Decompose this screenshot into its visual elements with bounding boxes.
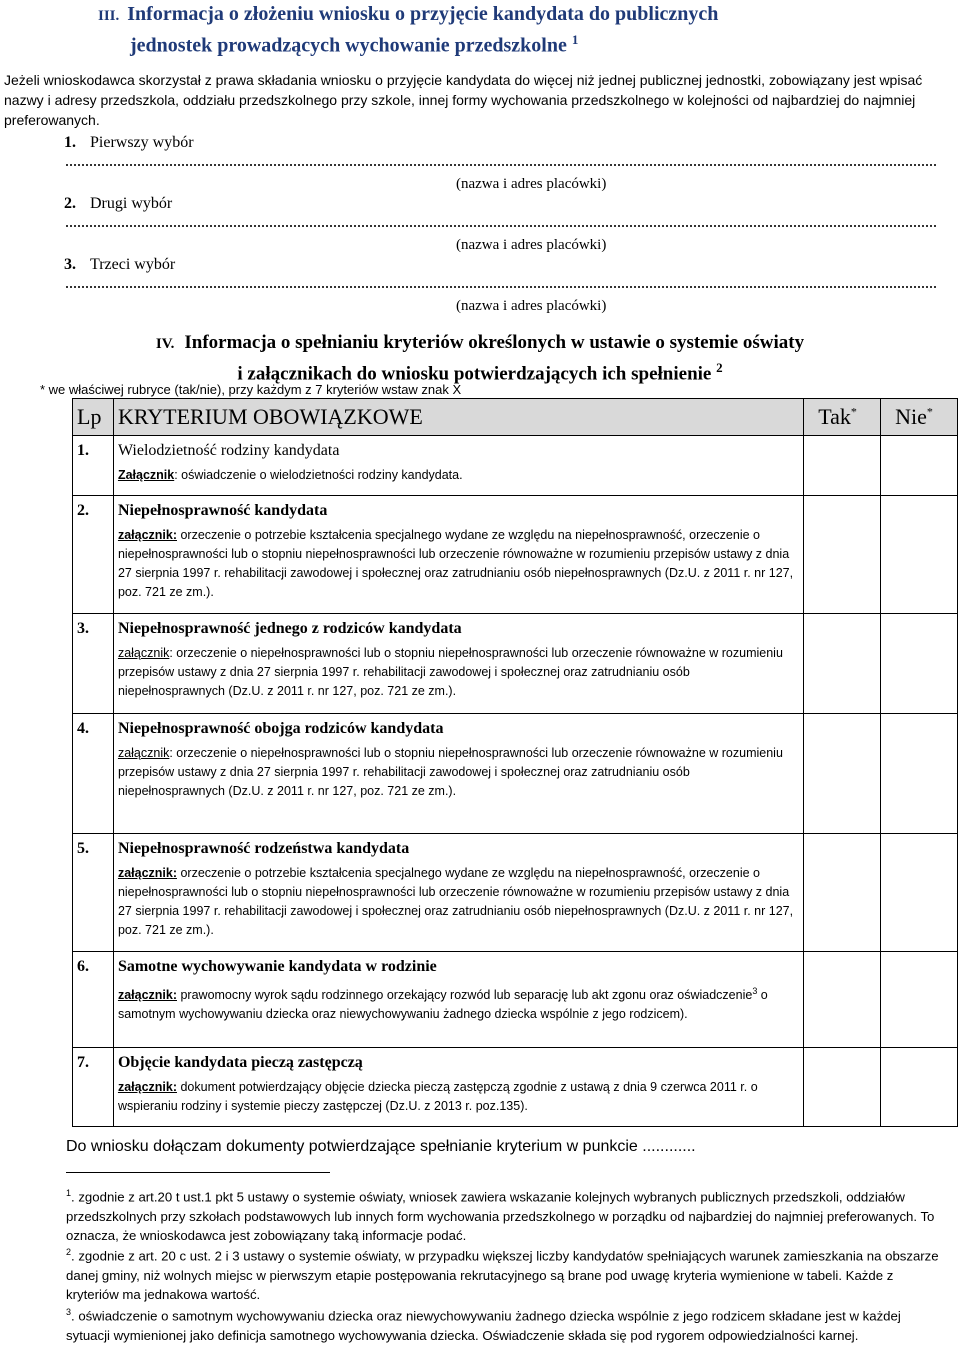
row-1-num: 1.: [73, 436, 114, 496]
section3-footnote-ref: 1: [571, 32, 579, 47]
row-4-nie-cell[interactable]: [881, 714, 958, 834]
choice-3-label: 3. Trzeci wybór: [64, 256, 176, 273]
row-6-criterion: Samotne wychowywanie kandydata w rodzinie załącznik: prawomocny wyrok sądu rodzinnego orzekający rozwód lub separację lub akt zgonu oraz oświadczenie$^3$ o samotnym wychowywaniu dziecka oraz niewychowywaniu żadnego dziecka wspólnie z jego rodzicem).: [113, 952, 803, 1048]
row-6-num: 6.: [73, 952, 114, 1048]
row-5-num: 5.: [73, 834, 114, 952]
intro-paragraph: Jeżeli wnioskodawca skorzystał z prawa składania wniosku o przyjęcie kandydata do więcej niż jednej publicznej jednostki, zobowiązany jest wpisać nazwy i adresy przedszkola, oddziału przedszkolnego przy szkole, innej formy wychowania przedszkolnego w kolejności od najbardziej do najmniej preferowanych.: [4, 72, 923, 128]
table-row: [73, 952, 958, 1048]
criteria-table: [72, 398, 958, 1127]
row-7-tak-cell[interactable]: [804, 1048, 881, 1127]
row-2-num: 2.: [73, 496, 114, 614]
row-3-tak-cell[interactable]: [804, 614, 881, 714]
header-lp: Lp: [73, 399, 114, 436]
table-row: [73, 436, 958, 496]
section4-number: IV.: [155, 336, 175, 352]
row-3-num: 3.: [73, 614, 114, 714]
row-2-criterion: Niepełnosprawność kandydata załącznik: orzeczenie o potrzebie kształcenia specjalnego wydane ze względu na niepełnosprawność, orzeczenie o niepełnosprawności lub o stopniu niepełnosprawności lub orzeczenie równoważne w rozumieniu przepisów ustawy z dnia 27 sierpnia 1997 r. rehabilitacji zawodowej i społecznej oraz zatrudnianiu osób niepełnosprawnych (Dz.U. z 2011 r. nr 127, poz. 721 ze zm.).: [113, 496, 803, 614]
choice-2-label: 2. Drugi wybór: [64, 195, 173, 212]
row-1-tak-cell[interactable]: [804, 436, 881, 496]
row-6-tak-cell[interactable]: [804, 952, 881, 1048]
table-row: [73, 614, 958, 714]
footnote-separator: [66, 1172, 330, 1173]
row-5-criterion: Niepełnosprawność rodzeństwa kandydata załącznik: orzeczenie o potrzebie kształcenia specjalnego wydane ze względu na niepełnosprawność, orzeczenie o niepełnosprawności lub o stopniu niepełnosprawności lub orzeczenie równoważne w rozumieniu przepisów ustawy z dnia 27 sierpnia 1997 r. rehabilitacji zawodowej i społecznej oraz zatrudnianiu osób niepełnosprawnych (Dz.U. z 2011 r. nr 127, poz. 721 ze zm.).: [113, 834, 803, 952]
section3-number: III.: [98, 8, 120, 24]
footnote-2: $^2$. zgodnie z art. 20 c ust. 2 i 3 ustawy o systemie oświaty, w przypadku większej liczby kandydatów spełniających warunek zamieszkania na obszarze danej gminy, niż wolnych miejsc w pierwszym etapie postępowania rekrutacyjnego są brane pod uwagę kryteria wymienione w tabeli. Każde z kryteriów ma jednakowa wartość.: [66, 1247, 939, 1303]
section3-heading: [98, 2, 958, 58]
choice-1-field[interactable]: [66, 160, 936, 166]
marking-note: * we właściwej rubryce (tak/nie), przy każdym z 7 kryteriów wstaw znak X: [40, 382, 462, 397]
footnote-3: $^3$. oświadczenie o samotnym wychowywaniu dziecka oraz niewychowywaniu żadnego dziecka wspólnie z jego rodzicem składane jest w każdej sytuacji wymienionej jako definicja samotnego wychowywania dziecka. Oświadczenie składa się pod rygorem odpowiedzialności karnej.: [66, 1307, 901, 1343]
section4-title-line2: i załącznikach do wniosku potwierdzających ich spełnienie: [237, 363, 712, 385]
section3-title-line1: Informacja o złożeniu wniosku o przyjęcie kandydata do publicznych: [127, 3, 719, 25]
row-2-nie-cell[interactable]: [881, 496, 958, 614]
choice-2-field[interactable]: [66, 221, 936, 227]
section4-footnote-ref: 2: [716, 360, 723, 375]
row-6-nie-cell[interactable]: [881, 952, 958, 1048]
table-row: [73, 714, 958, 834]
choice-1-hint: (nazwa i adres placówki): [456, 176, 607, 192]
choice-1-label: 1. Pierwszy wybór: [64, 134, 194, 151]
table-row: [73, 834, 958, 952]
table-row: [73, 496, 958, 614]
row-2-tak-cell[interactable]: [804, 496, 881, 614]
section4-title-line1: Informacja o spełnianiu kryteriów określonych w ustawie o systemie oświaty: [184, 332, 805, 353]
row-4-criterion: Niepełnosprawność obojga rodziców kandydata załącznik: orzeczenie o niepełnosprawności lub o stopniu niepełnosprawności lub orzeczenie równoważne w rozumieniu przepisów ustawy z dnia 27 sierpnia 1997 r. rehabilitacji zawodowej i społecznej oraz zatrudnianiu osób niepełnosprawnych (Dz.U. z 2011 r. nr 127, poz. 721 ze zm.).: [113, 714, 803, 834]
choice-3-hint: (nazwa i adres placówki): [456, 298, 607, 314]
section4-heading: [0, 331, 960, 386]
choice-2-hint: (nazwa i adres placówki): [456, 237, 607, 253]
header-tak: Tak*: [804, 399, 881, 436]
attachment-declaration: Do wniosku dołączam dokumenty potwierdzające spełnianie kryterium w punkcie ............: [66, 1138, 696, 1155]
row-4-tak-cell[interactable]: [804, 714, 881, 834]
section3-title-line2: jednostek prowadzących wychowanie przedszkolne: [130, 34, 567, 57]
row-1-criterion: Wielodzietność rodziny kandydata Załącznik: oświadczenie o wielodzietności rodziny kandydata.: [113, 436, 803, 496]
row-7-criterion: Objęcie kandydata pieczą zastępczą załącznik: dokument potwierdzający objęcie dziecka pieczą zastępczą zgodnie z ustawą z dnia 9 czerwca 2011 r. o wspieraniu rodziny i systemie pieczy zastępczej (Dz.U. z 2013 r. poz.135).: [113, 1048, 803, 1127]
row-7-num: 7.: [73, 1048, 114, 1127]
row-4-num: 4.: [73, 714, 114, 834]
header-kryterium: KRYTERIUM OBOWIĄZKOWE: [113, 399, 803, 436]
footnote-1: $^1$. zgodnie z art.20 t ust.1 pkt 5 ustawy o systemie oświaty, wniosek zawiera wskazanie kolejnych wybranych publicznych przedszkoli, oddziałów przedszkolnych przy szkołach podstawowych lub innych form wychowania przedszkolnego w porządku od najbardziej do najmniej preferowanych. To oznacza, że wnioskodawca jest zobowiązany taką informacje podać.: [66, 1188, 935, 1244]
row-5-tak-cell[interactable]: [804, 834, 881, 952]
row-7-nie-cell[interactable]: [881, 1048, 958, 1127]
table-header-row: [73, 399, 958, 436]
row-3-nie-cell[interactable]: [881, 614, 958, 714]
row-5-nie-cell[interactable]: [881, 834, 958, 952]
row-1-nie-cell[interactable]: [881, 436, 958, 496]
row-3-criterion: Niepełnosprawność jednego z rodziców kandydata załącznik: orzeczenie o niepełnosprawności lub o stopniu niepełnosprawności lub orzeczenie równoważne w rozumieniu przepisów ustawy z dnia 27 sierpnia 1997 r. rehabilitacji zawodowej i społecznej oraz zatrudnianiu osób niepełnosprawnych (Dz.U. z 2011 r. nr 127, poz. 721 ze zm.).: [113, 614, 803, 714]
header-nie: Nie*: [881, 399, 958, 436]
table-row: [73, 1048, 958, 1127]
choice-3-field[interactable]: [66, 282, 936, 288]
